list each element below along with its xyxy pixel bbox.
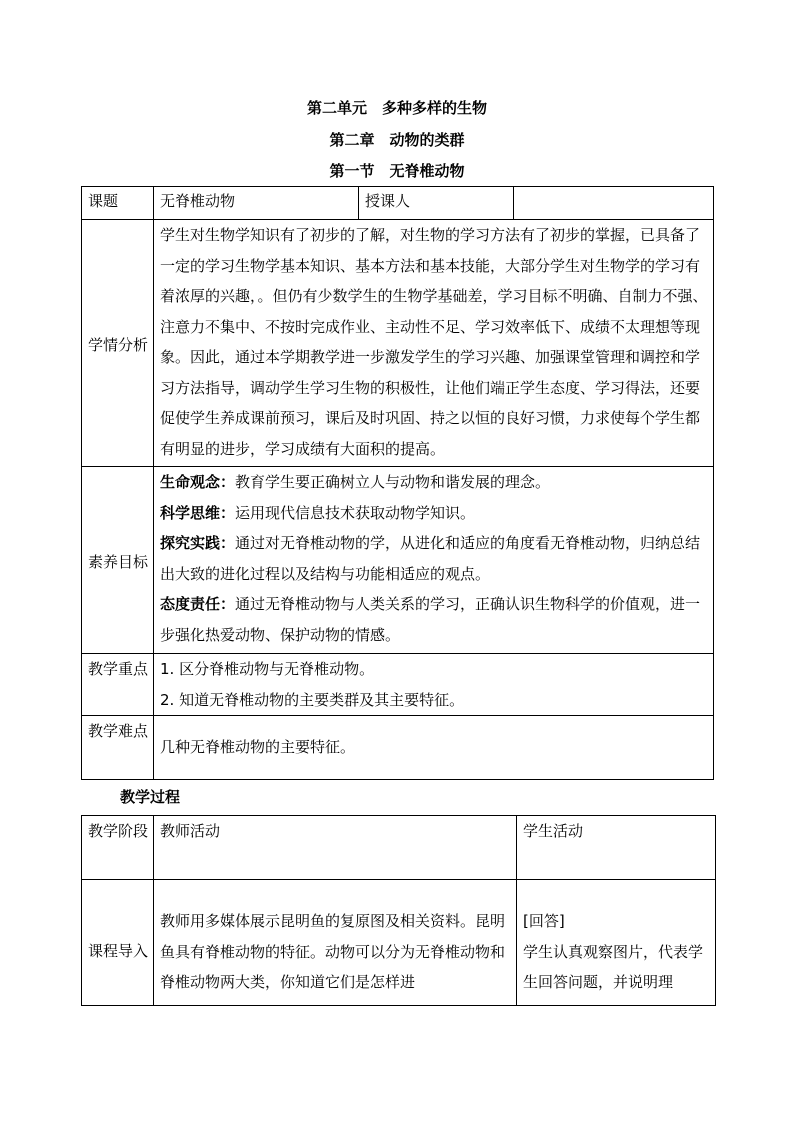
literacy-head: 生命观念： xyxy=(160,473,236,491)
lesson-info-table xyxy=(81,186,714,780)
literacy-label: 素养目标 xyxy=(82,467,154,654)
analysis-text: 学生对生物学知识有了初步的了解，对生物的学习方法有了初步的掌握，已具备了一定的学习生物学基本知识、基本方法和基本技能，大部分学生对生物学的学习有着浓厚的兴趣，。但仍有少数学生的生物学基础差，学习目标不明确、自制力不强、注意力不集中、不按时完成作业、主动性不足、学习效率低下、成绩不太理想等现象。因此，通过本学期教学进一步激发学生的学习兴趣、加强课堂管理和调控和学习方法指导，调动学生学习生物的积极性，让他们端正学生态度、学习得法，还要促使学生养成课前预习，课后及时巩固、持之以恒的良好习惯，力求使每个学生都有明显的进步，学习成绩有大面积的提高。 xyxy=(154,220,714,467)
literacy-item xyxy=(160,467,709,498)
teacher-value xyxy=(514,187,714,220)
student-activity xyxy=(517,880,716,1006)
difficult-points-label: 教学难点 xyxy=(82,716,154,780)
literacy-goals xyxy=(154,467,714,654)
stage-cell: 课程导入 xyxy=(82,880,154,1006)
teacher-label: 授课人 xyxy=(359,187,514,220)
literacy-item xyxy=(160,498,709,529)
teaching-process-table xyxy=(81,815,716,1006)
key-points xyxy=(154,654,714,716)
difficult-points: 几种无脊椎动物的主要特征。 xyxy=(154,716,714,780)
key-points-label: 教学重点 xyxy=(82,654,154,716)
chapter-title: 第二章 动物的类群 xyxy=(329,131,465,149)
literacy-text: 教育学生要正确树立人与动物和谐发展的理念。 xyxy=(235,473,551,491)
literacy-text: 运用现代信息技术获取动物学知识。 xyxy=(235,503,476,522)
unit-title: 第二单元 多种多样的生物 xyxy=(306,99,487,117)
topic-value: 无脊椎动物 xyxy=(154,187,359,220)
header-teacher: 教师活动 xyxy=(154,816,517,880)
literacy-text: 通过无脊椎动物与人类关系的学习，正确认识生物科学的价值观，进一步强化热爱动物、保护动物的情感。 xyxy=(160,595,701,644)
literacy-item xyxy=(160,589,709,650)
literacy-head: 科学思维： xyxy=(160,503,236,522)
teacher-activity: 教师用多媒体展示昆明鱼的复原图及相关资料。昆明鱼具有脊椎动物的特征。动物可以分为无脊椎动物和脊椎动物两大类，你知道它们是怎样进 xyxy=(154,880,517,1006)
header-stage: 教学阶段 xyxy=(82,816,154,880)
literacy-item xyxy=(160,528,709,589)
literacy-head: 态度责任： xyxy=(160,595,236,613)
process-heading: 教学过程 xyxy=(120,788,181,806)
section-title: 第一节 无脊椎动物 xyxy=(329,162,465,180)
literacy-head: 探究实践： xyxy=(160,534,236,552)
analysis-label: 学情分析 xyxy=(82,220,154,467)
student-activity-text: 学生认真观察图片，代表学生回答问题，并说明理 xyxy=(523,942,704,991)
student-answer-tag: [回答] xyxy=(523,912,565,930)
key-point-item: 2. 知道无脊椎动物的主要类群及其主要特征。 xyxy=(160,690,465,709)
header-student: 学生活动 xyxy=(517,816,716,880)
topic-label: 课题 xyxy=(82,187,154,220)
key-point-item: 1. 区分脊椎动物与无脊椎动物。 xyxy=(160,660,375,678)
literacy-text: 通过对无脊椎动物的学，从进化和适应的角度看无脊椎动物，归纳总结出大致的进化过程以及结构与功能相适应的观点。 xyxy=(160,534,701,583)
